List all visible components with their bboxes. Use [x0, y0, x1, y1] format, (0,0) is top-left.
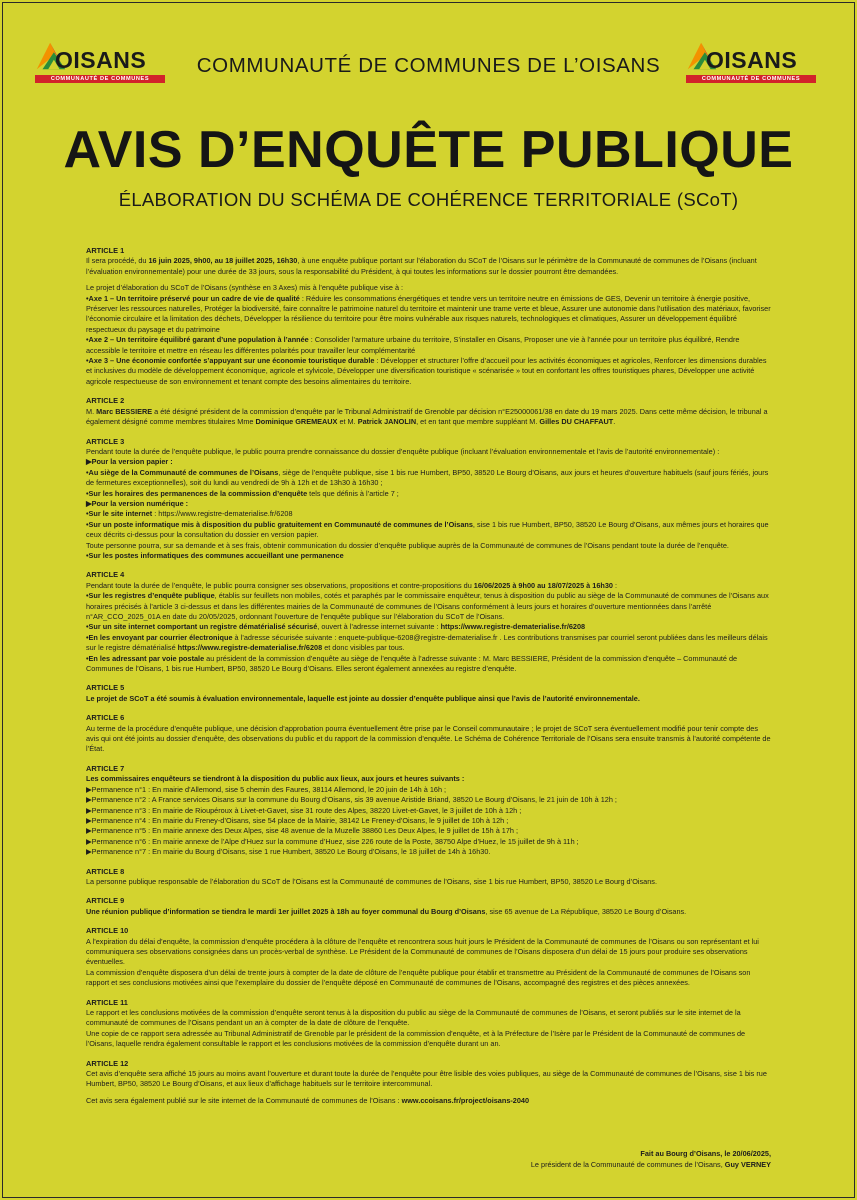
text-run: et donc visibles par tous. [322, 643, 405, 653]
article-8 [86, 867, 772, 888]
text-run: ▶Permanence n°4 : En mairie du Freney-d’Oisans, sise 54 place de la Mairie, 38142 Le Freney-d’Oisans, le 9 juillet de 10h à 12h ; [86, 815, 509, 825]
text-run: , ouvert à l’adresse internet suivante : [317, 622, 441, 632]
text-run: Patrick JANOLIN [357, 417, 417, 427]
main-title: AVIS D’ENQUÊTE PUBLIQUE [63, 121, 794, 179]
text-run: Les commissaires enquêteurs se tiendront à la disposition du public aux lieux, aux jours et heures suivants : [86, 774, 465, 784]
article-title: ARTICLE 4 [86, 570, 125, 580]
text-run: •Sur le site internet [86, 509, 153, 519]
article-paragraph [86, 1096, 772, 1106]
text-run: : [612, 580, 618, 590]
text-run: : https://www.registre-dematerialise.fr/6208 [152, 509, 293, 519]
article-title: ARTICLE 6 [86, 713, 125, 723]
article-11 [86, 998, 772, 1050]
text-run: Le projet d’élaboration du SCoT de l’Oisans (synthèse en 3 Axes) mis à l’enquête publique vise à : [86, 283, 404, 293]
article-paragraph [86, 256, 772, 277]
article-paragraph [86, 1069, 772, 1090]
text-run: Dominique GREMEAUX [255, 417, 338, 427]
text-run: •Axe 3 – Une économie confortée s’appuyant sur une économie touristique durable [86, 356, 375, 366]
text-run: . [613, 417, 616, 427]
text-run: ▶Permanence n°7 : En mairie du Bourg d’Oisans, sise 1 rue Humbert, 38520 Le Bourg d’Oisans, le 18 juillet de 14h à 16h30. [86, 847, 491, 857]
article-paragraph [86, 447, 772, 561]
article-paragraph [86, 581, 772, 675]
header-title: COMMUNAUTÉ DE COMMUNES DE L’OISANS [196, 54, 661, 77]
article-10 [86, 926, 772, 988]
text-run: à l’adresse sécurisée suivante : enquete-publique-6208@registre-dematerialise.fr . Les contributions transmises par courriel seront publiées dans les meilleurs délais sur le registre dématérialisé [86, 632, 768, 653]
article-paragraph [86, 407, 772, 428]
text-run: •En les adressant par voie postale [86, 653, 205, 663]
subtitle: ÉLABORATION DU SCHÉMA DE COHÉRENCE TERRITORIALE (SCoT) [118, 189, 739, 210]
text-run: : Consolider l’armature urbaine du territoire, S’installer en Oisans, Proposer une vie à l’année pour un territoire plus équilibré, Rendre accessible le territoire et mettre en réseau les différentes polarités pour travailler leur complémentarité [86, 335, 740, 355]
logo-wordmark: OISANS [55, 47, 147, 73]
text-run: Toute personne pourra, sur sa demande et à ses frais, obtenir communication du dossier d’enquête publique auprès de la Communauté de communes de l’Oisans pendant toute la durée de l’enquête. [86, 540, 729, 550]
text-run: •Sur les postes informatiques des communes accueillant une permanence [86, 550, 344, 560]
text-run: •Axe 2 – Un territoire équilibré garant d’une population à l’année [86, 335, 309, 345]
text-run: 16/06/2025 à 9h00 au 18/07/2025 à 16h30 [473, 580, 613, 590]
text-run: Pendant toute la durée de l’enquête, le public pourra consigner ses observations, propositions et contre-propositions du [86, 580, 474, 590]
article-1 [86, 246, 772, 387]
article-2 [86, 396, 772, 427]
text-run: ▶Permanence n°2 : A France services Oisans sur la commune du Bourg d’Oisans, sis 39 avenue Aristide Briand, 38520 Le Bourg d’Oisans, le 21 juin de 10h à 12h ; [86, 795, 617, 805]
article-paragraph [86, 907, 772, 917]
text-run: ▶Permanence n°5 : En mairie annexe des Deux Alpes, sise 48 avenue de la Muzelle 38860 Les Deux Alpes, le 9 juillet de 15h à 17h ; [86, 826, 519, 836]
article-9 [86, 896, 772, 917]
text-run: ▶Pour la version numérique : [86, 498, 189, 508]
text-run: tels que définis à l’article 7 ; [307, 488, 399, 498]
article-6 [86, 713, 772, 755]
article-title: ARTICLE 1 [86, 246, 125, 255]
signature-name: Guy VERNEY [724, 1160, 771, 1169]
text-run: , sise 1 bis rue Humbert, BP50, 38520 Le Bourg d’Oisans, aux mêmes jours et horaires que ceux décrits ci-dessus pour la consultation du dossier en version papier. [86, 519, 769, 540]
article-title: ARTICLE 9 [86, 896, 125, 906]
text-run: : Réduire les consommations énergétiques et tendre vers un territoire neutre en émissions de GES, Devenir un territoire à énergie positive, Préserver les ressources naturelles, Protéger la biodiversité, faire connaître le patrimoine naturel du territoire et maintenir une trame verte et bleue, Assurer une autonomie dans l’utilisation des matériaux, favoriser l’économie circulaire et la limitation des déchets, Développer la résilience du territoire pour être moins vulnérable aux risques naturels, technologiques et climatiques, Assurer un développement équilibré respectueux du paysage et du patrimoine [86, 293, 771, 334]
text-run: •En les envoyant par courrier électronique [86, 632, 233, 642]
text-run: M. [86, 406, 97, 416]
logo-wordmark: OISANS [706, 47, 798, 73]
article-paragraph [86, 694, 772, 704]
text-run: Cet avis sera également publié sur le site internet de la Communauté de communes de l’Oisans : [86, 1095, 402, 1105]
logo-subtitle: COMMUNAUTÉ DE COMMUNES [686, 75, 816, 83]
text-run: ▶Permanence n°1 : En mairie d’Allemond, sise 5 chemin des Faures, 38114 Allemond, le 20 juin de 14h à 16h ; [86, 784, 447, 794]
text-run: ▶Permanence n°6 : En mairie annexe de l’Alpe d’Huez sur la commune d’Huez, sise 226 route de la Poste, 38750 Alpe d’Huez, le 15 juillet de 9h à 11h ; [86, 836, 579, 846]
article-paragraph [86, 283, 772, 387]
text-run: a été désigné président de la commission d’enquête par le Tribunal Administratif de Grenoble par décision n°E25000061/38 en date du 19 mars 2025. Dans cette même décision, le tribunal a également désigné comme membres titulaires Mme [86, 406, 768, 427]
article-title: ARTICLE 2 [86, 396, 125, 406]
text-run: Au terme de la procédure d’enquête publique, une décision d’approbation pourra éventuellement être prise par le Conseil communautaire ; le projet de SCoT sera éventuellement modifié pour tenir compte des avis qui ont été joints au dossier d’enquête, des observations du public et du rapport de la commission d’enquête. Le Schéma de Cohérence Territoriale de l’Oisans sera ensuite transmis à l’autorité compétente de l’État. [86, 723, 771, 754]
text-run: Marc BESSIERE [96, 406, 153, 416]
text-run: et M. [337, 417, 358, 427]
text-run: Le rapport et les conclusions motivées de la commission d’enquête seront tenus à la disposition du public au siège de la Communauté de communes de l’Oisans, et seront publiés sur le site internet de la communauté de communes de l’Oisans pendant un an à compter de la date de clôture de l’enquête. [86, 1008, 741, 1028]
articles-body [86, 246, 772, 1115]
article-12 [86, 1059, 772, 1107]
article-title: ARTICLE 10 [86, 926, 129, 936]
text-run: Une réunion publique d’information se tiendra le mardi 1er juillet 2025 à 18h au foyer communal du Bourg d’Oisans [86, 906, 486, 916]
text-run: •Sur un site internet comportant un registre dématérialisé sécurisé [86, 622, 318, 632]
text-run: Une copie de ce rapport sera adressée au Tribunal Administratif de Grenoble par le président de la commission d’enquête, et à la Préfecture de l’Isère par le Président de la Communauté de communes de l’Oisans, laquelle rendra également consultable le rapport et les conclusions motivées de la commission d’enquête durant un an. [86, 1028, 746, 1049]
text-run: •Sur un poste informatique mis à disposition du public gratuitement en Communauté de communes de l’Oisans [86, 519, 473, 529]
article-paragraph [86, 774, 772, 857]
logo-subtitle: COMMUNAUTÉ DE COMMUNES [35, 75, 165, 83]
text-run: www.ccoisans.fr/project/oisans-2040 [401, 1095, 530, 1105]
article-paragraph [86, 1008, 772, 1050]
article-title: ARTICLE 8 [86, 866, 125, 876]
article-title: ARTICLE 7 [86, 763, 125, 773]
text-run: ▶Pour la version papier : [86, 457, 173, 467]
text-run: https://www.registre-dematerialise.fr/6208 [440, 622, 586, 632]
text-run: A l’expiration du délai d’enquête, la commission d’enquête procédera à la clôture de l’enquête et rencontrera sous huit jours le Président de la Communauté de communes de l’Oisans ou son représentant et lui communiquera ses observations consignées dans un procès-verbal de synthèse. Le Président de la Communauté de communes de l’Oisans disposera d’un délai de 15 jours pour produire ses observations éventuelles. [86, 936, 759, 967]
text-run: Cet avis d’enquête sera affiché 15 jours au moins avant l’ouverture et durant toute la durée de l’enquête pour être lisible des voies publiques, au siège de la Communauté de communes de l’Oisans, sise 1 bis rue Humbert, BP50, 38520 Le Bourg d’Oisans, et aux lieux d’affichage habituels sur le territoire intercommunal. [86, 1069, 767, 1089]
article-paragraph [86, 877, 772, 887]
article-5 [86, 683, 772, 704]
text-run: La personne publique responsable de l’élaboration du SCoT de l’Oisans est la Communauté de communes de l’Oisans, sise 1 bis rue Humbert, BP50, 38520 Le Bourg d’Oisans. [86, 876, 657, 886]
signature [531, 1159, 771, 1170]
place-date: Fait au Bourg d’Oisans, le 20/06/2025, [640, 1149, 771, 1158]
text-run: 16 juin 2025, 9h00, au 18 juillet 2025, 16h30 [148, 256, 298, 266]
text-run: https://www.registre-dematerialise.fr/6208 [177, 643, 323, 653]
text-run: , siège de l’enquête publique, sise 1 bis rue Humbert, BP50, 38520 Le Bourg d’Oisans, aux jours et heures d’ouverture habituels (sauf jours fériés, jours de fermetures exceptionnelles), soit du lundi au vendredi de 9h à 12h et de 13h30 à 16h30 ; [86, 467, 769, 488]
text-run: Gilles DU CHAFFAUT [539, 417, 614, 427]
text-run: •Axe 1 – Un territoire préservé pour un cadre de vie de qualité [86, 293, 300, 303]
text-run: , établis sur feuillets non mobiles, cotés et paraphés par le commissaire enquêteur, tenus à disposition du public au siège de la Communauté de communes de l’Oisans aux horaires précisés à l’article 3 ci-dessus et dans les différentes mairies de la Communauté de communes de l’Oisans conformément à leurs jours et horaires d’ouverture mentionnées dans l’arrêté n°AR_CCO_2025_01A en date du 20/05/2025, ordonnant l’ouverture de l’enquête publique sur l’élaboration du SCoT de l’Oisans. [86, 591, 769, 621]
text-run: Pendant toute la durée de l’enquête publique, le public pourra prendre connaissance du dossier d’enquête publique (incluant l’évaluation environnementale et l’avis de l’autorité environnementale) : [86, 446, 720, 456]
text-run: , et en tant que membre suppléant M. [416, 417, 540, 427]
text-run: •Au siège de la Communauté de communes de l’Oisans [86, 467, 279, 477]
article-7 [86, 764, 772, 858]
text-run: au président de la commission d’enquête au siège de l’enquête à l’adresse suivante : M. Marc BESSIERE, Président de la commission d’enquête – Communauté de Communes de l’Oisans, 1 bis rue Humbert, BP50, 38520 Le Bourg d’Oisans. Elles seront également annexées au registre d’enquête. [86, 653, 738, 674]
article-3 [86, 437, 772, 562]
article-title: ARTICLE 11 [86, 997, 128, 1007]
text-run: Le projet de SCoT a été soumis à évaluation environnementale, laquelle est jointe au dossier d’enquête publique ainsi que l’avis de l’autorité environnementale. [86, 693, 640, 703]
text-run: •Sur les registres d’enquête publique [86, 591, 215, 601]
article-paragraph [86, 937, 772, 989]
text-run: : Développer et structurer l’offre d’accueil pour les activités économiques et agricoles, Renforcer les dimensions durables et inclusives du modèle de développement économique, agricole et sylvicole, Développer une diversification touristique « scénarisée » tout en confortant les offres touristiques phares, Développer une activité agricole respectueuse de son environnement et tenant compte des besoins alimentaires du territoire. [86, 356, 767, 386]
text-run: •Sur les horaires des permanences de la commission d’enquête [86, 488, 308, 498]
article-title: ARTICLE 5 [86, 683, 125, 693]
article-4 [86, 570, 772, 674]
article-title: ARTICLE 12 [86, 1058, 129, 1068]
article-paragraph [86, 724, 772, 755]
text-run: , sise 65 avenue de La République, 38520 Le Bourg d’Oisans. [485, 906, 687, 916]
article-title: ARTICLE 3 [86, 436, 125, 446]
signature-prefix: Le président de la Communauté de communes de l’Oisans, [530, 1160, 725, 1169]
text-run: ▶Permanence n°3 : En mairie de Rioupéroux à Livet-et-Gavet, sise 31 route des Alpes, 38220 Livet-et-Gavet, le 3 juillet de 10h à 12h ; [86, 805, 522, 815]
closing-block [531, 1148, 771, 1170]
text-run: , à une enquête publique portant sur l’élaboration du SCoT de l’Oisans sur le périmètre de la Communauté de communes de l’Oisans (incluant l’évaluation environnementale) pour une durée de 33 jours, sous la responsabilité du Président, à qui toutes les informations sur le dossier pourront être demandées. [86, 256, 757, 276]
text-run: Il sera procédé, du [86, 256, 149, 266]
text-run: La commission d’enquête disposera d’un délai de trente jours à compter de la date de clôture de l’enquête publique pour établir et transmettre au Président de la Communauté de communes de l’Oisans son rapport et ses conclusions motivées ainsi que l’exemplaire du dossier de l’enquête déposé en Communauté de communes de l’Oisans, accompagné des registres et des pièces annexées. [86, 967, 751, 988]
